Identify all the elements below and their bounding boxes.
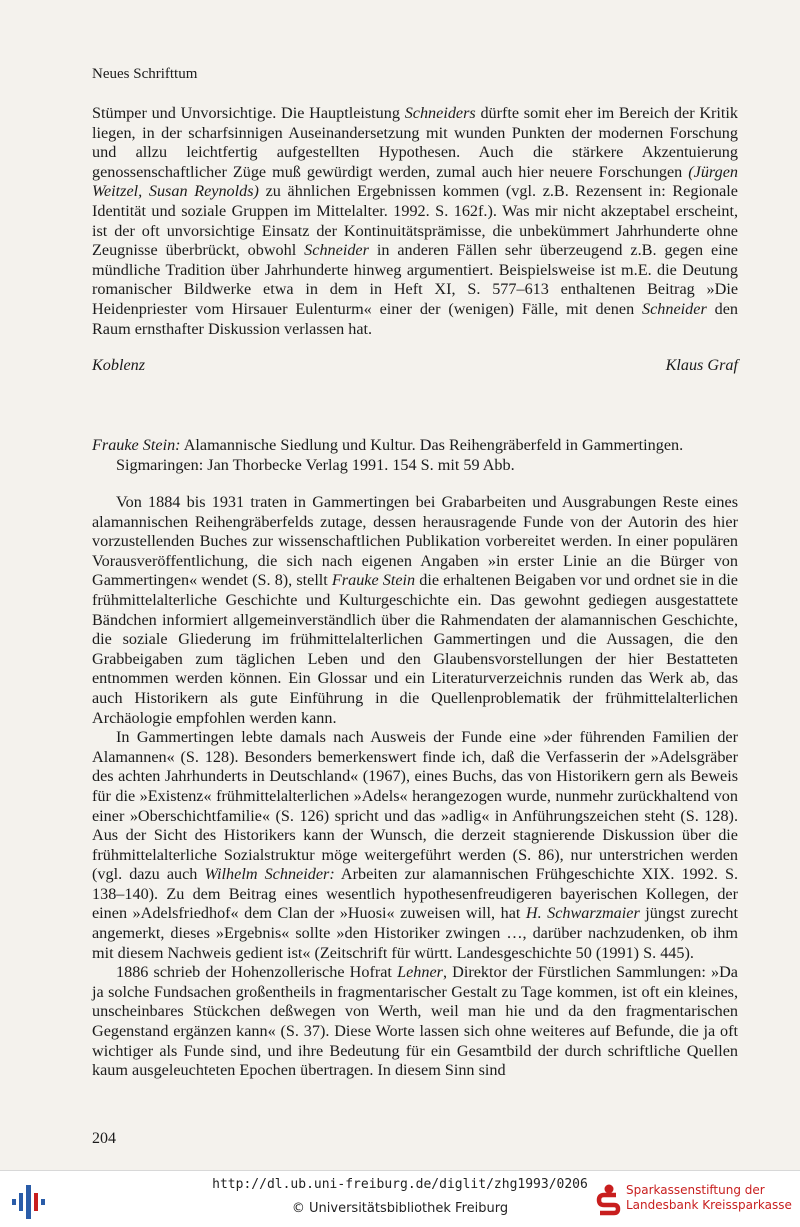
italic-run: Schneider [642, 299, 707, 318]
italic-run: Schneiders [404, 104, 476, 122]
running-head: Neues Schrifttum [92, 66, 198, 82]
signature-place: Koblenz [92, 356, 146, 374]
copyright-notice: © Universitätsbibliothek Freiburg [291, 1201, 509, 1216]
text-run: die erhaltenen Beigaben vor und ordnet sie in die frühmittelalterliche Geschichte und Kulturgeschichte ein. Das gewohnt gediegen ausgestattete Bändchen informiert allgemeinverständlich über die Rahmendaten der alamannischen Geschichte, die soziale Gliederung im frühmittelalterlichen Gammertingen und die Aussagen, die den Grabbeigaben zum täglichen Leben und den Glaubensvorstellungen der hier Bestatteten entnommen werden können. Ein Glossar und ein Literaturverzeichnis runden das Werk ab, das auch Historikern als gute Einführung in die Quellenproblematik der frühmittelalterlichen Archäologie empfohlen werden kann. [92, 571, 738, 727]
text-run: zu ähnlichen Ergebnissen kommen (vgl. z.B. Rezensent in: Regionale Identität und soziale Gruppen im Mittelalter. 1992. S. 162f.). Was mir nicht akzeptabel erscheint, ist der oft unvorsichtige Einsatz der Kontinuitätsprämisse, die unbekümmert Jahrhunderte ohne Zeugnisse überbrückt, obwohl [92, 182, 738, 260]
review-title: Alamannische Siedlung und Kultur. Das Reihengräberfeld in Gammertingen. [180, 436, 684, 454]
review-author: Frauke Stein: [92, 436, 181, 454]
viewer-footer [0, 1170, 800, 1227]
italic-run: Schneider [304, 241, 369, 260]
sponsor-line-2: Landesbank Kreissparkasse [626, 1198, 792, 1212]
closing-paragraph [92, 104, 738, 339]
review-imprint: Sigmaringen: Jan Thorbecke Verlag 1991. 154 S. mit 59 Abb. [116, 455, 515, 474]
paragraph [92, 104, 738, 339]
paragraph [92, 493, 738, 728]
review-body [92, 493, 738, 1081]
text-run: In Gammertingen lebte damals nach Ausweis der Funde eine »der führenden Familien der Alamannen« (S. 128). Besonders bemerkenswert finde ich, daß die Verfasserin der »Adelsgräber des achten Jahrhunderts in Deutschland« (1967), eines Buchs, das von Historikern gern als Beweis für die »Existenz« frühmittelalterlichen »Adels« herangezogen wurde, nunmehr zurückhaltend von einer »Oberschichtfamilie« (S. 126) spricht und das »adlig« in Anführungszeichen steht (S. 128). Aus der Sicht des Historikers kann der Wunsch, die derzeit stagnierende Diskussion über die frühmittelalterliche Sozialstruktur möge weitergeführt werden (S. 86), nur unterstrichen werden (vgl. dazu auch [92, 728, 738, 884]
sponsor-line-1: Sparkassenstiftung der [626, 1183, 765, 1197]
sparkasse-logo-icon [594, 1183, 624, 1219]
italic-run: Frauke Stein [331, 571, 416, 590]
text-run: dürfte somit eher im Bereich der Kritik liegen, in der scharfsinnigen Auseinandersetzung mit wunden Punkten der modernen Forschung und allzu leichtfertig aufgestellten Hypothesen. Auch die stärkere Akzentuierung genossenschaftlicher Züge muß gewürdigt werden, zumal auch hier neuere Forschungen [92, 104, 738, 181]
text-run: Arbeiten zur alamannischen Frühgeschichte XIX. 1992. S. 138–140). Zu dem Beitrag eines wesentlich hypothesenfreudigeren bayerischen Kollegen, der einen »Adelsfriedhof« dem Clan der »Huosi« zuweisen will, hat [92, 865, 739, 923]
italic-run: Wilhelm Schneider: [204, 865, 335, 884]
italic-run: (Jürgen Weitzel, Susan Reynolds) [92, 162, 738, 201]
text-run: Stümper und Unvorsichtige. Die Hauptleistung [92, 104, 405, 122]
text-run: , Direktor der Fürstlichen Sammlungen: »Da ja solche Fundsachen großentheils in fragmentarischer Gestalt zu Tage kommen, ist oft ein kleines, unscheinbares Stückchen deßwegen von Werth, weil man hie und da den fragmentarischen Gegenstand ergänzen kann« (S. 37). Diese Worte lassen sich ohne weiteres auf Befunde, die ja oft wichtiger als Funde sind, und ihre Bedeutung für ein Gesamtbild der durch schriftliche Quellen kaum ausgeleuchteten Epochen übertragen. In diesem Sinn sind [92, 963, 738, 1080]
signature-author: Klaus Graf [665, 356, 738, 374]
review-title-line [92, 436, 738, 456]
italic-run: Lehner [397, 963, 443, 982]
review-signature [92, 356, 738, 375]
paragraph [92, 963, 738, 1081]
text-run: 1886 schrieb der Hohenzollerische Hofrat [116, 963, 398, 982]
permalink-url[interactable]: http://dl.ub.uni-freiburg.de/diglit/zhg1993/0206 [212, 1177, 588, 1192]
text-run: in anderen Fällen sehr überzeugend z.B. gegen eine mündliche Tradition über Jahrhunderte hinweg argumentiert. Beispielsweise ist m.E. die Deutung romanischer Bildwerke etwa in dem in Heft XI, S. 577–613 enthaltenen Beitrag »Die Heidenpriester vom Hirsauer Eulenturm« einer der (wenigen) Fälle, mit denen [92, 241, 738, 318]
sponsor-name [626, 1183, 796, 1213]
text-run: den Raum ernsthafter Diskussion verlassen hat. [92, 299, 738, 338]
review-heading [92, 436, 738, 475]
text-run: Von 1884 bis 1931 traten in Gammertingen bei Grabarbeiten und Ausgrabungen Reste eines alamannischen Reihengräberfelds zutage, dessen herausragende Funde von der Autorin des hier vorzustellenden Buches zur wissenschaftlichen Publikation vorbereitet werden. In einer populären Vorausveröffentlichung, die sich nach eigenen Angaben »in erster Linie an die Bürger von Gammertingen« wendet (S. 8), stellt [92, 493, 738, 590]
italic-run: H. Schwarzmaier [525, 904, 640, 923]
page-number: 204 [92, 1130, 116, 1147]
paragraph [92, 728, 738, 963]
sponsor-logo[interactable] [594, 1181, 794, 1221]
text-run: jüngst zurecht angemerkt, dieses »Ergebnis« sollte »den Historiker zwingen …, darüber nachzudenken, ob ihm mit diesem Nachweis gedient ist« (Zeitschrift für württ. Landesgeschichte 50 (1991) S. 445). [92, 904, 738, 962]
